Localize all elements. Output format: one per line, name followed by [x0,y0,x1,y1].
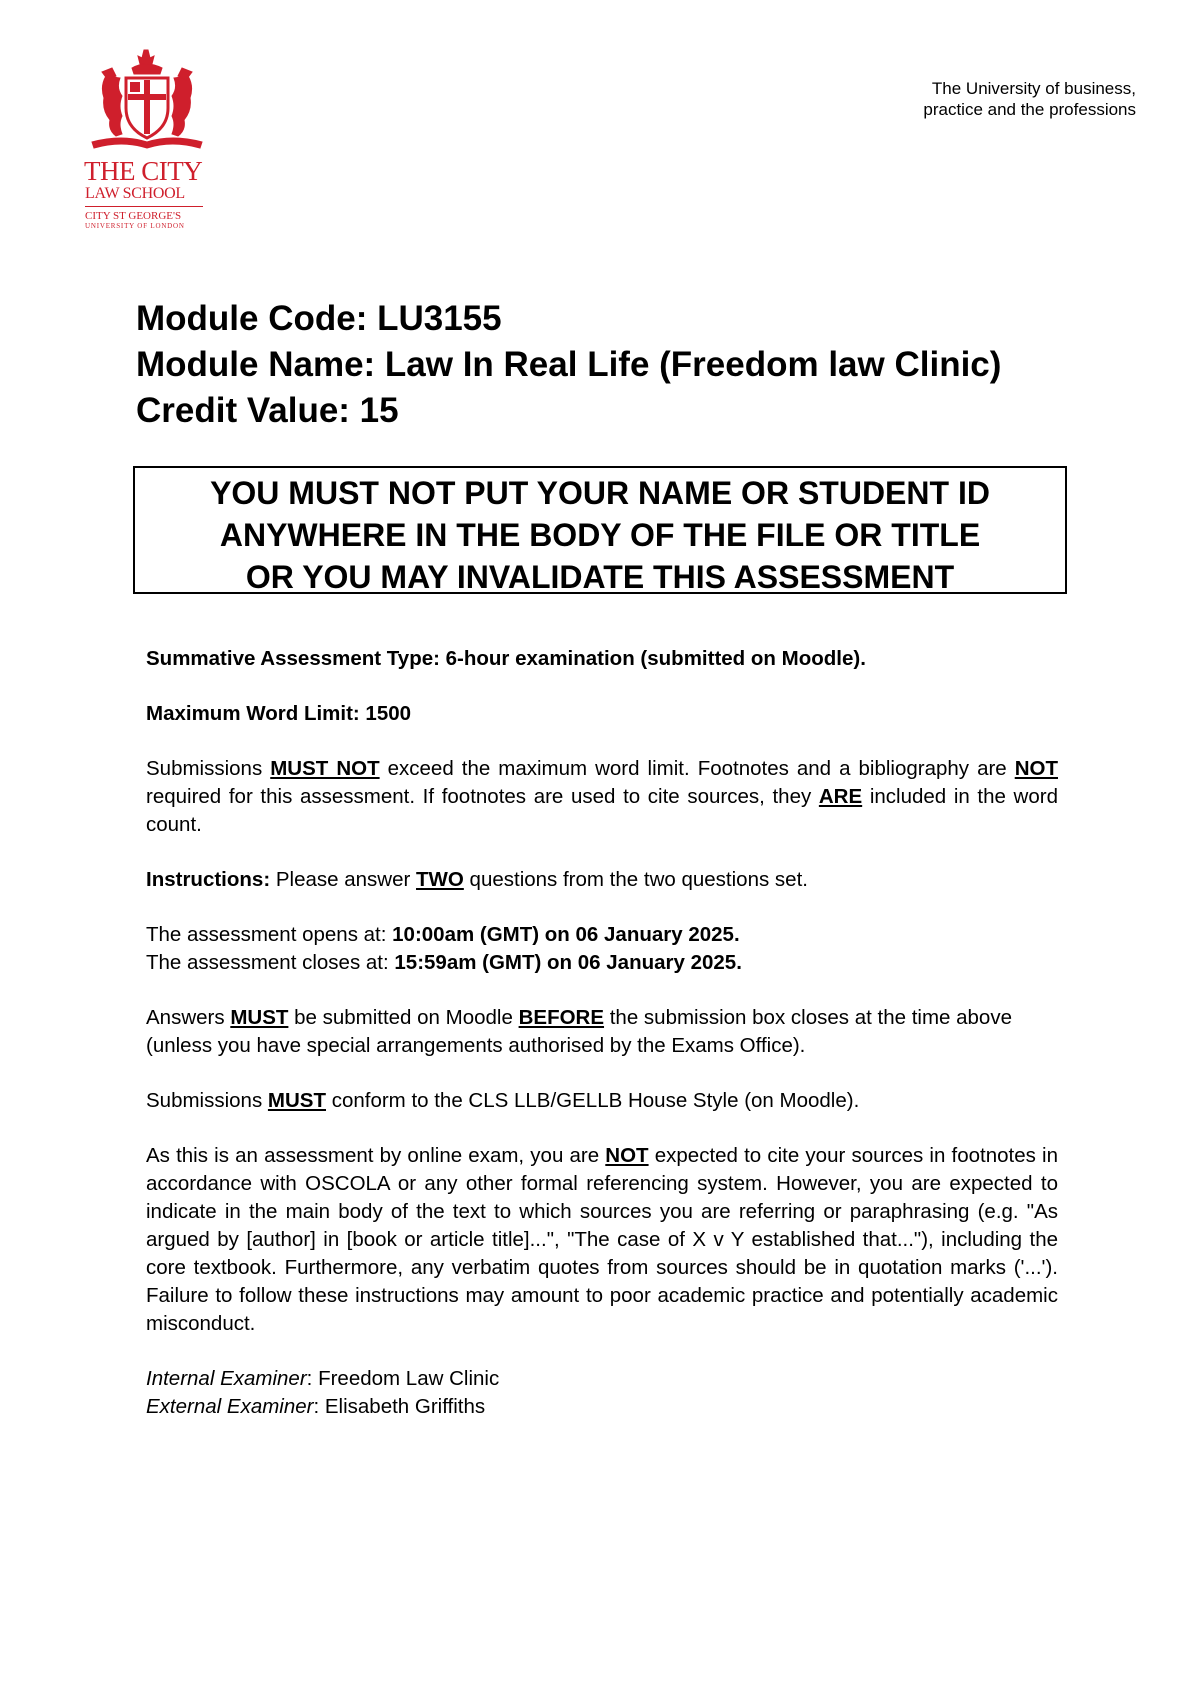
logo-line-law-school: LAW SCHOOL [85,185,185,202]
emphasis-must: MUST [230,1006,289,1029]
text: required for this assessment. If footnotes are used to cite sources, they [146,785,819,808]
assessment-type: Summative Assessment Type: 6-hour examination (submitted on Moodle). [146,647,866,670]
opens-value: 10:00am (GMT) on 06 January 2025. [392,923,740,946]
module-name: Module Name: Law In Real Life (Freedom law Clinic) [136,345,1002,384]
text: Answers [146,1006,231,1029]
text: As this is an assessment by online exam, you are [146,1144,606,1167]
emphasis-two: TWO [416,868,464,891]
internal-examiner-value: : Freedom Law Clinic [306,1367,500,1390]
emphasis-before: BEFORE [518,1006,605,1029]
emphasis-must-not: MUST NOT [270,757,380,780]
internal-examiner-label: Internal Examiner [146,1367,307,1390]
answers-paragraph [146,1004,1058,1060]
emphasis-are: ARE [818,785,863,808]
emphasis-not: NOT [1014,757,1058,780]
emphasis-not: NOT [605,1144,649,1167]
opens-label: The assessment opens at: [146,923,393,946]
university-tagline [923,78,1136,120]
text: conform to the CLS LLB/GELLB House Style (on Moodle). [326,1089,860,1112]
crest-icon [82,46,212,156]
warning-line-2: ANYWHERE IN THE BODY OF THE FILE OR TITLE [219,517,981,553]
house-style-paragraph [146,1087,1058,1115]
text: questions from the two questions set. [463,868,808,891]
module-header [136,296,1001,434]
assessment-times [146,921,1058,977]
logo-divider [85,206,203,207]
instructions-paragraph [146,866,1058,894]
text: Please answer [270,868,417,891]
external-examiner-value: : Elisabeth Griffiths [313,1395,486,1418]
text: expected to cite your sources in footnotes in accordance with OSCOLA or any other formal referencing system. However, you are expected to indicate in the main body of the text to which sources you are referring or paraphrasing (e.g. "As argued by [author] in [book or article title]...", "The case of X v Y established that..."), including the core textbook. Furthermore, any verbatim quotes from sources should be in quotation marks ('...'). Failure to follow these instructions may amount to poor academic practice and potentially academic misconduct. [146,1144,1058,1335]
citation-paragraph [146,1142,1058,1338]
text: included in the word count. [146,785,1058,836]
module-code: Module Code: LU3155 [136,299,502,338]
examiners [146,1365,1058,1421]
logo-line-city-st-georges: CITY ST GEORGE'S [85,210,182,222]
warning-line-1: YOU MUST NOT PUT YOUR NAME OR STUDENT ID [210,475,990,511]
text: exceed the maximum word limit. Footnotes and a bibliography are [379,757,1015,780]
city-law-school-logo [82,46,212,231]
text: be submitted on Moodle [288,1006,519,1029]
warning-line-3: OR YOU MAY INVALIDATE THIS ASSESSMENT [245,559,955,595]
instructions-label: Instructions: [146,868,271,891]
anonymity-warning-box [133,466,1067,594]
logo-line-university: UNIVERSITY OF LONDON [85,222,185,230]
text: the submission box closes at the time above (unless you have special arrangements authorised by the Exams Office). [146,1006,1012,1057]
tagline-line-1: The University of business, [931,79,1136,98]
tagline-line-2: practice and the professions [923,100,1136,119]
credit-value: Credit Value: 15 [136,391,399,430]
external-examiner-label: External Examiner [146,1395,314,1418]
logo-line-the-city: THE CITY [84,156,203,186]
closes-label: The assessment closes at: [146,951,395,974]
closes-value: 15:59am (GMT) on 06 January 2025. [394,951,742,974]
emphasis-must: MUST [267,1089,326,1112]
text: Submissions [146,1089,268,1112]
assessment-details [146,645,1058,1448]
submissions-paragraph [146,755,1058,839]
word-limit: Maximum Word Limit: 1500 [146,702,412,725]
text: Submissions [146,757,271,780]
